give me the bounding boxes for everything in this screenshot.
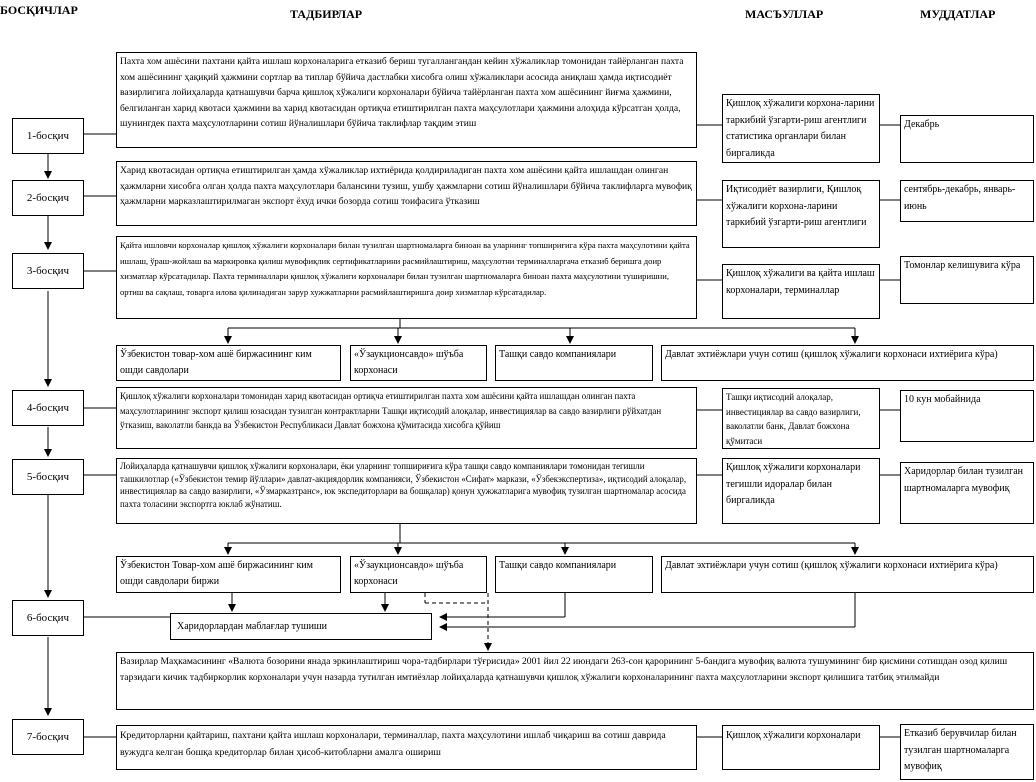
measure-stage-4: Қишлоқ хўжалиги корхоналари томонидан харид квотасидан ортиқча етиштирилган пахта хом ашёсини қайта ишлашдан олинган пахта маҳсулотларининг экспорт қилиш юзасидан тузилган контрактларни Ташқи иқтисодий алоқалар, инвестициялар ва савдо вазирлиги рўйхатдан ўтказиш, ваколатли банкда ва Ўзбекистон Республикаси Давлат божхона қўмитасида хисобга қўйиш [116,387,697,449]
responsible-stage-5: Қишлоқ хўжалиги корхоналари тегишли идоралар билан биргаликда [722,458,880,524]
channel-b-state-needs: Давлат эхтиёжлари учун сотиш (қишлоқ хўжалиги корхонаси ихтиёрига кўра) [661,556,1034,593]
buyers-funds-receipt: Харидорлардан маблағлар тушиши [170,613,432,640]
stage-1: 1-босқич [12,118,84,154]
header-measures: ТАДБИРЛАР [290,7,363,21]
deadline-stage-5: Харидорлар билан тузилган шартномаларга мувофиқ [900,462,1034,524]
deadline-stage-3: Томонлар келишувига кўра [900,256,1034,304]
deadline-stage-4: 10 кун мобайнида [900,390,1034,442]
header-responsible: МАСЪУЛЛАР [745,7,824,21]
stage-7: 7-босқич [12,719,84,755]
measure-stage-2: Харид квотасидан ортиқча етиштирилган ҳамда хўжаликлар ихтиёрида қолдириладиган пахта хом ашёсини қайта ишлашдан олинган ҳажмларни хисобга олган ҳолда пахта маҳсулотлари балансини тузиш, ушбу ҳажмларни сотиш йўналишлари бўйича таклифларга мувофиқ ҳажмларни марказлаштирилмаган экспорт ёхуд ички бозорда сотиш тоифасига ўтказиш [116,161,697,226]
measure-stage-7: Кредиторларни қайтариш, пахтани қайта ишлаш корхоналари, терминаллар, пахта маҳсулотини ишлаб чиқариш ва сотиш даврида вужудга келган бошқа кредиторлар билан ҳисоб-китобларни амалга ошириш [116,725,697,770]
stage-2: 2-босқич [12,180,84,216]
responsible-stage-7: Қишлоқ хўжалиги корхоналари [722,725,880,770]
header-deadlines: МУДДАТЛАР [920,7,996,21]
channel-a-state-needs: Давлат эхтиёжлари учун сотиш (қишлоқ хўжалиги корхонаси ихтиёрига кўра) [661,345,1034,381]
channel-b-exchange: Ўзбекистон Товар-хом ашё биржасининг ким ошди савдолари биржи [116,556,341,593]
channel-b-trade-companies: Ташқи савдо компаниялари [495,556,653,593]
channel-a-uzauction: «Ўзаукционсавдо» шўъба корхонаси [350,345,487,381]
stage-5: 5-босқич [12,459,84,495]
responsible-stage-4: Ташқи иқтисодий алоқалар, инвестициялар ва савдо вазирлиги, ваколатли банк, Давлат божхона қўмитаси [722,388,880,449]
currency-exemption-note: Вазирлар Маҳкамасининг «Валюта бозорини янада эркинлаштириш чора-тадбирлари тўғрисида» 2001 йил 22 июндаги 263-сон қарорининг 5-бандига мувофиқ валюта тушумининг бир қисмини сотишдан озод қилиш тарзидаги кичик тадбиркорлик корхоналари учун назарда тутилган имтиёзлар лойиҳаларда қатнашувчи қишлоқ хўжалиги корхоналарининг пахта маҳсулотларини экспорт қилишига татбиқ этилмайди [116,652,1034,710]
responsible-stage-2: Иқтисодиёт вазирлиги, Қишлоқ хўжалиги корхона-ларини таркибий ўзгарти-риш агентлиги [722,180,880,248]
measure-stage-1: Пахта хом ашёсини пахтани қайта ишлаш корхоналарига етказиб бериш тугаллангандан кейин хўжаликлар томонидан тайёрланган пахта хом ашёсининг ҳақиқий ҳажмини сортлар ва типлар бўйича дастлабки хисобга олиш хўжаликлари асосида аниқлаш ҳамда иқтисодиёт вазирлигига лойиҳаларда қатнашувчи барча қишлоқ хўжалиги корхоналари бўйича тайёрланган пахта хом ашёсининг йиғма ҳажмини, белгиланган харид квотаси ҳажмини ва харид квотасидан ортиқча етиштирилган пахта маҳсулотлари ҳажмини алоҳида кўрсатган ҳолда, шунингдек пахта маҳсулотларини сотиш йўналишлари бўйича таклифлар тақдим этиш [116,52,697,148]
channel-b-uzauction: «Ўзаукционсавдо» шўъба корхонаси [350,556,487,593]
responsible-stage-1: Қишлоқ хўжалиги корхона-ларини таркибий ўзгарти-риш агентлиги статистика органлари билан биргаликда [722,94,880,163]
deadline-stage-1: Декабрь [900,115,1034,163]
channel-a-trade-companies: Ташқи савдо компаниялари [495,345,653,381]
deadline-stage-7: Етказиб берувчилар билан тузилган шартномаларга мувофиқ [900,724,1034,780]
header-stages: БОСҚИЧЛАР [0,3,78,17]
stage-6: 6-босқич [12,600,84,636]
stage-4: 4-босқич [12,390,84,426]
stage-3: 3-босқич [12,253,84,289]
measure-stage-5: Лойиҳаларда қатнашувчи қишлоқ хўжалиги корхоналари, ёки уларнинг топшириғига кўра ташқи савдо компаниялари томонидан тегишли ташкилотлар («Ўзбекистон темир йўллари» давлат-акциядорлик компанияси, Ўзбекистон «Сифат» маркази, «Ўзбекэкспертиза», иқтисодий алоқалар, инвестициялар ва савдо вазирлиги, «Ўзмарказтранс», юк экспедиторлари ва бошқалар) қонун ҳужжатларига мувофиқ тузилган шартномалар асосида пахта толасини экспортга юклаб жўнатиш. [116,458,697,524]
channel-a-exchange: Ўзбекистон товар-хом ашё биржасининг ким ошди савдолари [116,345,341,381]
measure-stage-3: Қайта ишловчи корхоналар қишлоқ хўжалиги корхоналари билан тузилган шартномаларга биноан ва уларнинг топшириғига кўра пахта маҳсулотини қайта ишлаш, ўраш-жойлаш ва маркировка қилиш мувофиқлик сертификатларини расмийлаштириш, маҳсулотни терминалларгача етказиб беришга доир хизматлар кўрсатадилар. Пахта терминаллари қишлоқ хўжалиги корхоналари билан тузилган шартномаларга биноан пахта маҳсулотини туширишни, ортиш ва сақлаш, товарга илова қилинадиган зарур хужжатларни расмийлаштиришга доир хизматлар кўрсатадилар. [116,236,697,319]
deadline-stage-2: сентябрь-декабрь, январь-июнь [900,180,1034,222]
responsible-stage-3: Қишлоқ хўжалиги ва қайта ишлаш корхоналари, терминаллар [722,264,880,319]
